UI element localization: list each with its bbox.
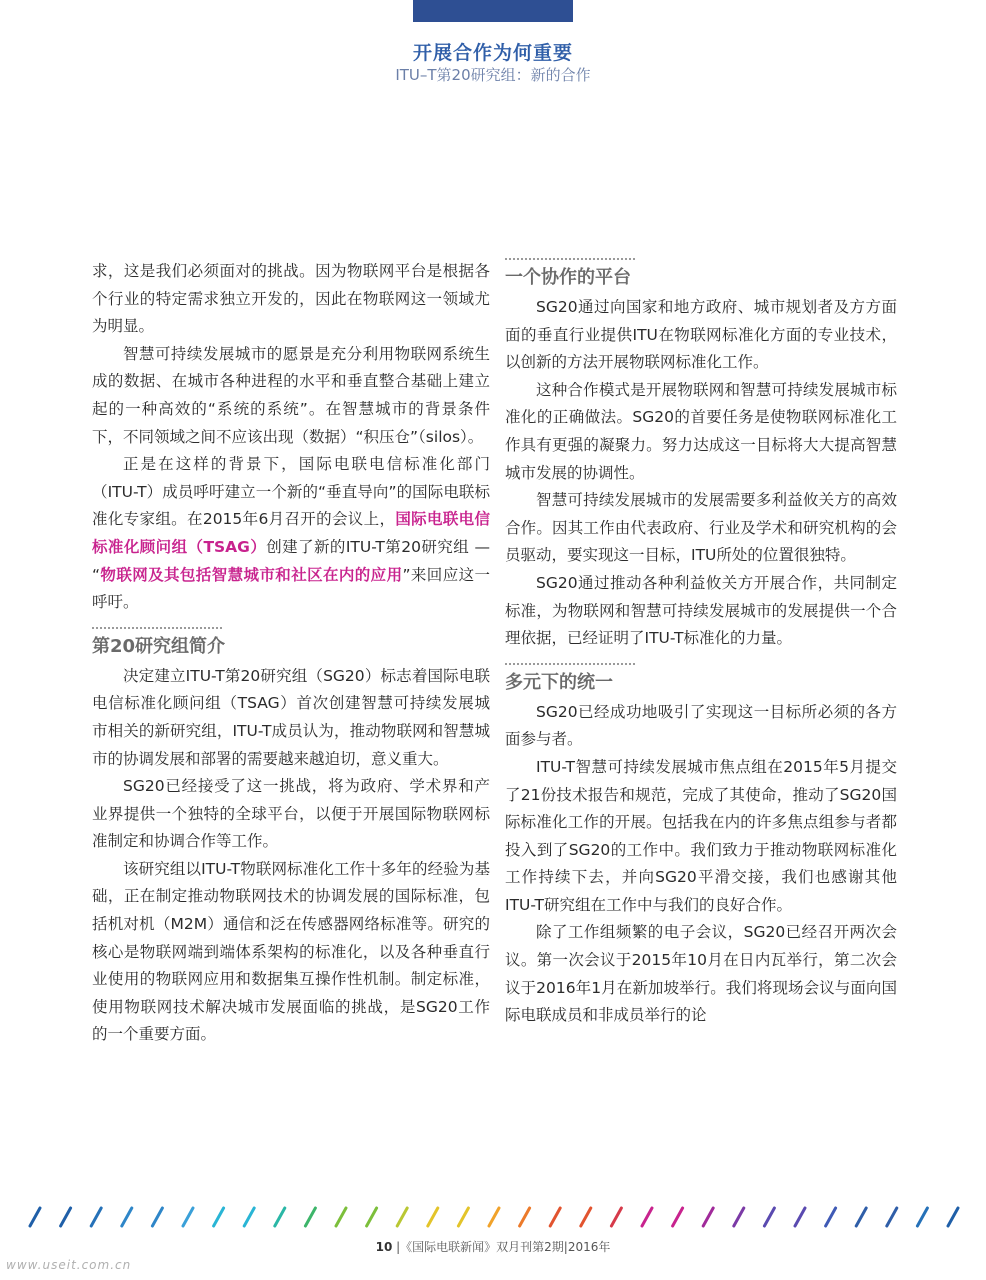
stripe-mark — [673, 1208, 683, 1226]
stripe-mark — [183, 1208, 193, 1226]
stripe-mark — [61, 1208, 71, 1226]
stripe-mark — [458, 1208, 468, 1226]
text-run: 正是在这样的背景下，国际电联电信标准化部门（ITU-T）成员呼吁建立一个新的“垂直导向”的国际电联标准化专家组。在2015年6月召开的会议上， — [92, 455, 490, 529]
watermark-text: www.useit.com.cn — [6, 1258, 132, 1272]
stripe-mark — [917, 1208, 927, 1226]
text-run: 创建了新的ITU-T第20研究组 — “ — [92, 537, 490, 584]
stripe-mark — [520, 1208, 530, 1226]
stripe-mark — [795, 1208, 805, 1226]
decorative-stripe-row — [22, 1206, 972, 1228]
stripe-mark — [336, 1208, 346, 1226]
paragraph: SG20已经接受了这一挑战，将为政府、学术界和产业界提供一个独特的全球平台，以便于开展国际物联网标准制定和协调合作等工作。 — [92, 777, 490, 851]
highlight-sg20-name: 物联网及其包括智慧城市和社区在内的应用 — [100, 565, 403, 584]
stripe-mark — [948, 1208, 958, 1226]
stripe-mark — [428, 1208, 438, 1226]
text-run: ”来回应这一呼吁。 — [92, 565, 490, 612]
stripe-mark — [214, 1208, 224, 1226]
stripe-mark — [305, 1208, 315, 1226]
stripe-mark — [152, 1208, 162, 1226]
stripe-mark — [122, 1208, 132, 1226]
dotted-divider — [505, 663, 635, 665]
paragraph: SG20通过向国家和地方政府、城市规划者及方方面面的垂直行业提供ITU在物联网标准化方面的专业技术，以创新的方法开展物联网标准化工作。 — [505, 298, 897, 372]
section-heading-block — [505, 653, 897, 697]
paragraph: SG20已经成功地吸引了实现这一目标所必须的各方面参与者。 — [505, 702, 897, 749]
footer-publication: |《国际电联新闻》双月刊第2期|2016年 — [396, 1240, 611, 1254]
stripe-mark — [826, 1208, 836, 1226]
stripe-mark — [91, 1208, 101, 1226]
page-header-title: 开展合作为何重要 — [412, 42, 573, 64]
stripe-mark — [734, 1208, 744, 1226]
stripe-mark — [397, 1208, 407, 1226]
section-heading-unity: 多元下的统一 — [505, 671, 613, 693]
stripe-mark — [887, 1208, 897, 1226]
stripe-mark — [367, 1208, 377, 1226]
stripe-mark — [581, 1208, 591, 1226]
paragraph: SG20通过推动各种利益攸关方开展合作，共同制定标准，为物联网和智慧可持续发展城市的发展提供一个合理依据，已经证明了ITU-T标准化的力量。 — [505, 573, 897, 648]
section-heading-block — [505, 258, 897, 292]
stripe-mark — [703, 1208, 713, 1226]
stripe-mark — [489, 1208, 499, 1226]
stripe-mark — [244, 1208, 254, 1226]
stripe-mark — [642, 1208, 652, 1226]
paragraph-with-highlights — [92, 451, 490, 617]
section-heading-block — [92, 617, 490, 661]
stripe-mark — [856, 1208, 866, 1226]
paragraph: 智慧可持续发展城市的发展需要多利益攸关方的高效合作。因其工作由代表政府、行业及学术和研究机构的会员驱动，要实现这一目标，ITU所处的位置很独特。 — [505, 491, 897, 565]
stripe-mark — [550, 1208, 560, 1226]
paragraph: 除了工作组频繁的电子会议，SG20已经召开两次会议。第一次会议于2015年10月在日内瓦举行，第二次会议于2016年1月在新加坡举行。我们将现场会议与面向国际电联成员和非成员举行的论 — [505, 923, 897, 1025]
paragraph: 决定建立ITU-T第20研究组（SG20）标志着国际电联电信标准化顾问组（TSAG）首次创建智慧可持续发展城市相关的新研究组，ITU-T成员认为，推动物联网和智慧城市的协调发展和部署的需要越来越迫切，意义重大。 — [92, 666, 490, 768]
paragraph: 智慧可持续发展城市的愿景是充分利用物联网系统生成的数据、在城市各种进程的水平和垂直整合基础上建立起的一种高效的“系统的系统”。在智慧城市的背景条件下，不同领域之间不应该出现（数据）“积压仓”（silos）。 — [92, 344, 490, 446]
dotted-divider — [505, 258, 635, 260]
stripe-mark — [30, 1208, 40, 1226]
dotted-divider — [92, 627, 222, 629]
stripe-mark — [764, 1208, 774, 1226]
right-column — [505, 258, 897, 1030]
page-number: 10 — [375, 1240, 393, 1254]
stripe-mark — [611, 1208, 621, 1226]
page-header-subtitle: ITU–T第20研究组：新的合作 — [395, 66, 591, 84]
page-footer — [0, 1238, 986, 1255]
highlight-tsag: 国际电联电信标准化顾问组（TSAG） — [92, 510, 490, 556]
left-column — [92, 258, 490, 1049]
paragraph: 这种合作模式是开展物联网和智慧可持续发展城市标准化的正确做法。SG20的首要任务是使物联网标准化工作具有更强的凝聚力。努力达成这一目标将大大提高智慧城市发展的协调性。 — [505, 380, 897, 482]
section-heading-sg20-intro: 第20研究组简介 — [92, 635, 226, 657]
paragraph: 求，这是我们必须面对的挑战。因为物联网平台是根据各个行业的特定需求独立开发的，因此在物联网这一领域尤为明显。 — [92, 262, 490, 336]
stripe-mark — [275, 1208, 285, 1226]
section-heading-platform: 一个协作的平台 — [505, 267, 631, 288]
top-color-bar — [413, 0, 573, 22]
paragraph: ITU-T智慧可持续发展城市焦点组在2015年5月提交了21份技术报告和规范，完成了其使命，推动了SG20国际标准化工作的开展。包括我在内的许多焦点组参与者都投入到了SG20的工作中。我们致力于推动物联网标准化工作持续下去，并向SG20平滑交接，我们也感谢其他ITU-T研究组在工作中与我们的良好合作。 — [505, 757, 897, 914]
paragraph: 该研究组以ITU-T物联网标准化工作十多年的经验为基础，正在制定推动物联网技术的协调发展的国际标准，包括机对机（M2M）通信和泛在传感器网络标准等。研究的核心是物联网端到端体系架构的标准化，以及各种垂直行业使用的物联网应用和数据集互操作性机制。制定标准，使用物联网技术解决城市发展面临的挑战，是SG20工作的一个重要方面。 — [92, 859, 490, 1044]
